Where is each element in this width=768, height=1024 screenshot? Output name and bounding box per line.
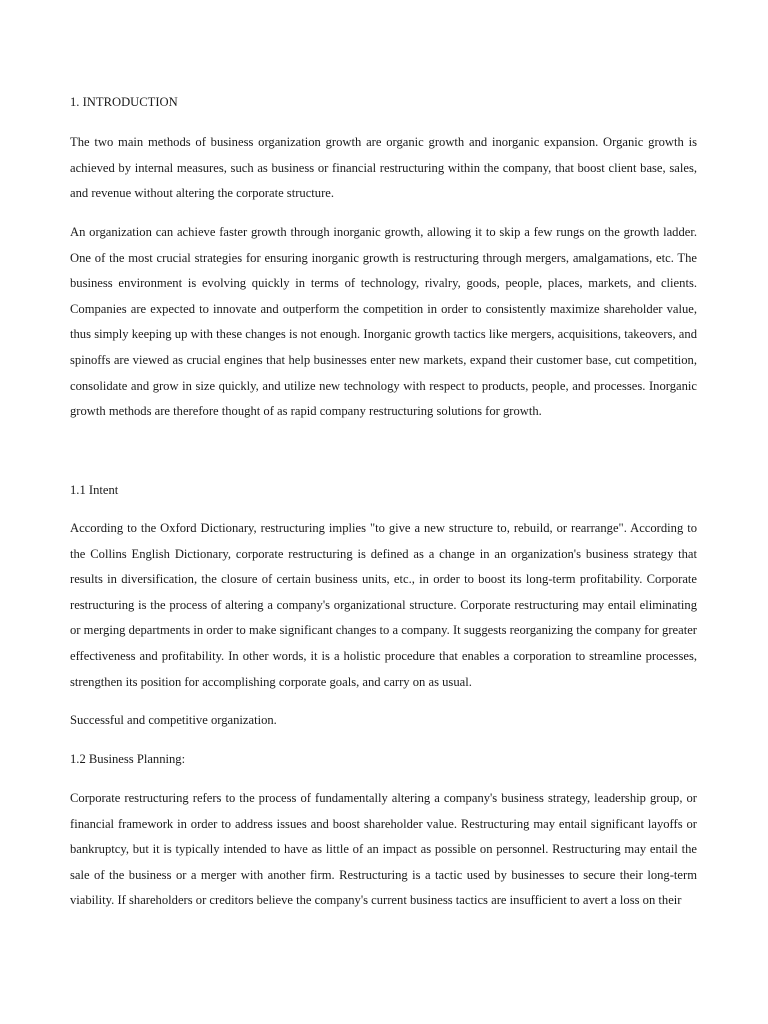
paragraph: Successful and competitive organization.	[70, 713, 277, 727]
paragraph: Corporate restructuring refers to the process of fundamentally altering a company's business strategy, leadership group, or financial framework in order to address issues and boost shareholder value. Restructuring may entail significant layoffs or bankruptcy, but it is typically intended to have as little of an impact as possible on personnel. Restructuring may entail the sale of the business or a merger with another firm. Restructuring is a tactic used by businesses to secure their long-term viability. If shareholders or creditors believe the company's current business tactics are insufficient to avert a loss on their	[70, 791, 697, 908]
paragraph: The two main methods of business organization growth are organic growth and inorganic expansion. Organic growth is achieved by internal measures, such as business or financial restructuring within the company, that boost client base, sales, and revenue without altering the corporate structure.	[70, 135, 697, 201]
section-heading-business-planning: 1.2 Business Planning:	[70, 752, 186, 766]
section-heading-intent: 1.1 Intent	[70, 483, 119, 497]
paragraph: According to the Oxford Dictionary, restructuring implies "to give a new structure to, rebuild, or rearrange". According to the Collins English Dictionary, corporate restructuring is defined as a change in an organization's business strategy that results in diversification, the closure of certain business units, etc., in order to boost its long-term profitability. Corporate restructuring is the process of altering a company's organizational structure. Corporate restructuring may entail eliminating or merging departments in order to make significant changes to a company. It suggests reorganizing the company for greater effectiveness and profitability. In other words, it is a holistic procedure that enables a corporation to streamline processes, strengthen its position for accomplishing corporate goals, and carry on as usual.	[70, 521, 697, 689]
paragraph: An organization can achieve faster growth through inorganic growth, allowing it to skip a few rungs on the growth ladder. One of the most crucial strategies for ensuring inorganic growth is restructuring through mergers, amalgamations, etc. The business environment is evolving quickly in terms of technology, rivalry, goods, people, places, markets, and clients. Companies are expected to innovate and outperform the competition in order to consistently maximize shareholder value, thus simply keeping up with these changes is not enough. Inorganic growth tactics like mergers, acquisitions, takeovers, and spinoffs are viewed as crucial engines that help businesses enter new markets, expand their customer base, cut competition, consolidate and grow in size quickly, and utilize new technology with respect to products, people, and processes. Inorganic growth methods are therefore thought of as rapid company restructuring solutions for growth.	[70, 225, 697, 419]
section-heading-introduction: 1. INTRODUCTION	[70, 95, 178, 109]
